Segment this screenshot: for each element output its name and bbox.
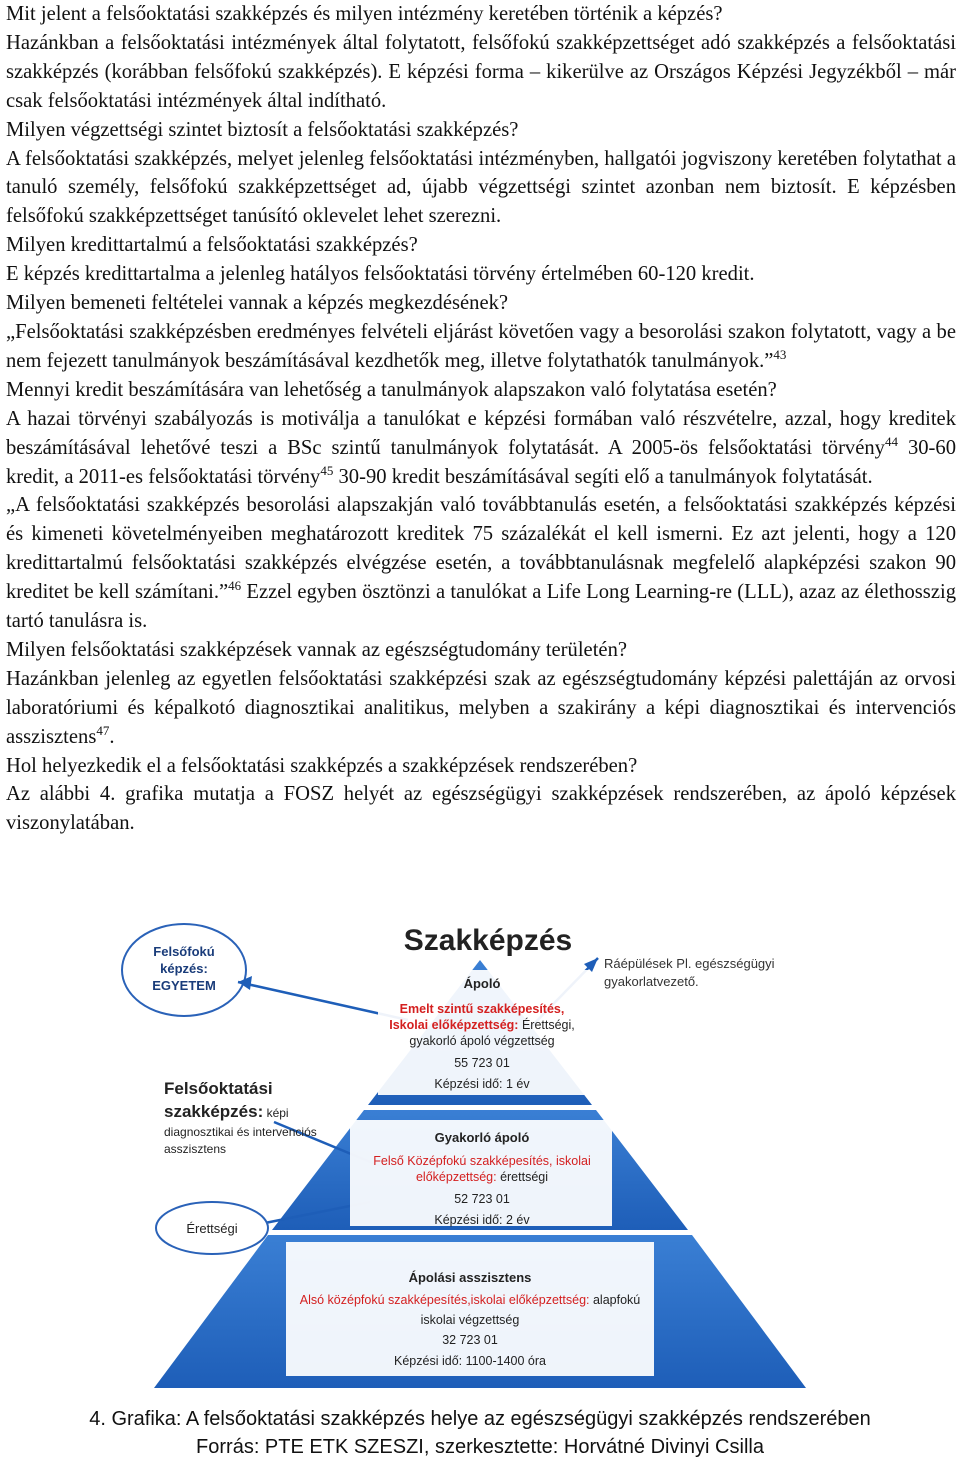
footnote-ref: 47: [96, 722, 110, 738]
tier1-duration: Képzési idő: 1 év: [434, 1077, 530, 1091]
paragraph-answer-5: A hazai törvényi szabályozás is motiválja a tanulókat e képzési formában való részvételre, azzal, hogy kreditek beszámításával lehetővé teszi a BSc szintű tanulmányok folytatását. A 2005-ös felsőoktatási törvény$^{44}$ 30-60 kredit, a 2011-es felsőoktatási törvény$^{45}$ 30-90 kredit beszámításával segíti elő a tanulmányok folytatását.: [6, 407, 956, 488]
tier2-name: Gyakorló ápoló: [434, 1130, 530, 1145]
tier2-level: Felső Középfokú szakképesítés, iskolai: [373, 1154, 591, 1168]
figure-source: Forrás: PTE ETK SZESZI, szerkesztette: Horvátné Divinyi Csilla: [196, 1436, 764, 1458]
tier3-prereq: iskolai végzettség: [420, 1313, 520, 1327]
paragraph-answer-7: Az alábbi 4. grafika mutatja a FOSZ helyét az egészségügyi szakképzések rendszerében, az ápoló képzések viszonylatában.: [6, 783, 956, 835]
paragraph-answer-6: Hazánkban jelenleg az egyetlen felsőoktatási szakképzési szak az egészségtudomány képzési palettáján az orvosi laboratóriumi és képalkotó diagnosztikai analitikus, melyben a szakirány a képi diagnosztikai és intervenciós asszisztens$^{47}$.: [6, 667, 956, 748]
paragraph-quote: „A felsőoktatási szakképzés besorolási alapszakján való továbbtanulás esetén, a felsőoktatási szakképzés képzési és kimeneti követelményeiben meghatározott kreditek 75 százalékát el kell ismerni. Ez azt jelenti, hogy a 120 kredittartalmú felsőoktatási szakképzés elvégzése esetén, a továbbtanulásnak megfelelő alapképzési szakon 90 kreditet be kell számítani.”$^{46}$ Ezzel egyben ösztönzi a tanulókat a Life Long Learning-re (LLL), azaz az élethosszig tartó tanulásra is.: [6, 494, 956, 633]
tier3-name: Ápolási asszisztens: [408, 1270, 532, 1285]
paragraph-question-1: Mit jelent a felsőoktatási szakképzés és milyen intézmény keretében történik a képzés?: [6, 3, 723, 25]
footnote-ref: 46: [228, 578, 242, 594]
tier1-prereq-2: gyakorló ápoló végzettség: [409, 1034, 555, 1048]
extension-label-1: Ráépülések Pl. egészségügyi: [604, 956, 775, 971]
tier3-level: Alsó középfokú szakképesítés,iskolai előképzettség: alapfokú: [299, 1293, 641, 1307]
paragraph-answer-1: Hazánkban a felsőoktatási intézmények által folytatott, felsőfokú szakképzettséget adó szakképzés a felsőoktatási szakképzés (korábban felsőfokú szakképzés). E képzési forma – kikerülve az Országos Képzési Jegyzékből – már csak felsőoktatási intézmények által indítható.: [6, 31, 956, 112]
footnote-ref: 45: [320, 462, 334, 478]
paragraph-answer-4: „Felsőoktatási szakképzésben eredményes felvételi eljárást követően vagy a besorolási szakon folytatott, vagy a be nem fejezett tanulmányok beszámításával kezdhetők meg, illetve folytathatók tanulmányok.”$^{43}$: [6, 320, 956, 372]
extension-label-2: gyakorlatvezető.: [604, 974, 699, 989]
tier2-code: 52 723 01: [454, 1192, 510, 1206]
footnote-ref: 44: [884, 433, 898, 449]
paragraph-answer-2: A felsőoktatási szakképzés, melyet jelenleg felsőoktatási intézményben, hallgatói jogviszony keretében folytathat a tanuló személy, felsőfokú szakképzettséget ad, újabb végzettségi szintet azonban nem biztosít. E képzésben felsőfokú szakképzettséget tanúsító oklevelet lehet szerezni.: [6, 147, 956, 228]
footnote-ref: 43: [773, 347, 787, 363]
tier2-prereq: előképzettség: érettségi: [415, 1170, 549, 1184]
tier1-code: 55 723 01: [454, 1056, 510, 1070]
paragraph-question-3: Milyen kredittartalmú a felsőoktatási szakképzés?: [6, 234, 418, 257]
university-label-3: EGYETEM: [152, 978, 216, 993]
paragraph-question-7: Hol helyezkedik el a felsőoktatási szakképzés a szakképzések rendszerében?: [6, 754, 638, 777]
tier1-prereq: Iskolai előképzettség: Érettségi,: [389, 1018, 575, 1032]
paragraph-question-2: Milyen végzettségi szintet biztosít a felsőoktatási szakképzés?: [6, 118, 519, 141]
fosz-label-1: Felsőoktatási: [164, 1079, 273, 1098]
fosz-label-3: diagnosztikai és intervenciós: [164, 1125, 317, 1139]
tier2-duration: Képzési idő: 2 év: [434, 1213, 530, 1227]
tier1-name: Ápoló: [463, 976, 501, 991]
tier1-level: Emelt szintű szakképesítés,: [399, 1002, 565, 1016]
body-text: [6, 0, 956, 838]
paragraph-question-5: Mennyi kredit beszámítására van lehetőség a tanulmányok alapszakon való folytatása esetén?: [6, 378, 777, 401]
paragraph-question-6: Milyen felsőoktatási szakképzések vannak az egészségtudomány területén?: [6, 638, 628, 661]
figure-title: Szakképzés: [403, 924, 573, 957]
university-label-1: Felsőfokú: [153, 944, 215, 959]
maturity-label: Érettségi: [186, 1221, 238, 1236]
university-label-2: képzés:: [160, 961, 208, 976]
paragraph-question-4: Milyen bemeneti feltételei vannak a képzés megkezdésének?: [6, 292, 509, 315]
tier3-code: 32 723 01: [442, 1333, 498, 1347]
fosz-label-4: asszisztens: [164, 1142, 227, 1156]
pyramid-figure: [120, 910, 840, 1410]
paragraph-answer-3: E képzés kredittartalma a jelenleg hatályos felsőoktatási törvény értelmében 60-120 kredit.: [6, 263, 755, 286]
figure-caption: 4. Grafika: A felsőoktatási szakképzés helye az egészségügyi szakképzés rendszerében: [89, 1408, 871, 1430]
tier3-duration: Képzési idő: 1100-1400 óra: [394, 1354, 546, 1368]
fosz-label-2: szakképzés: képi: [164, 1102, 289, 1121]
